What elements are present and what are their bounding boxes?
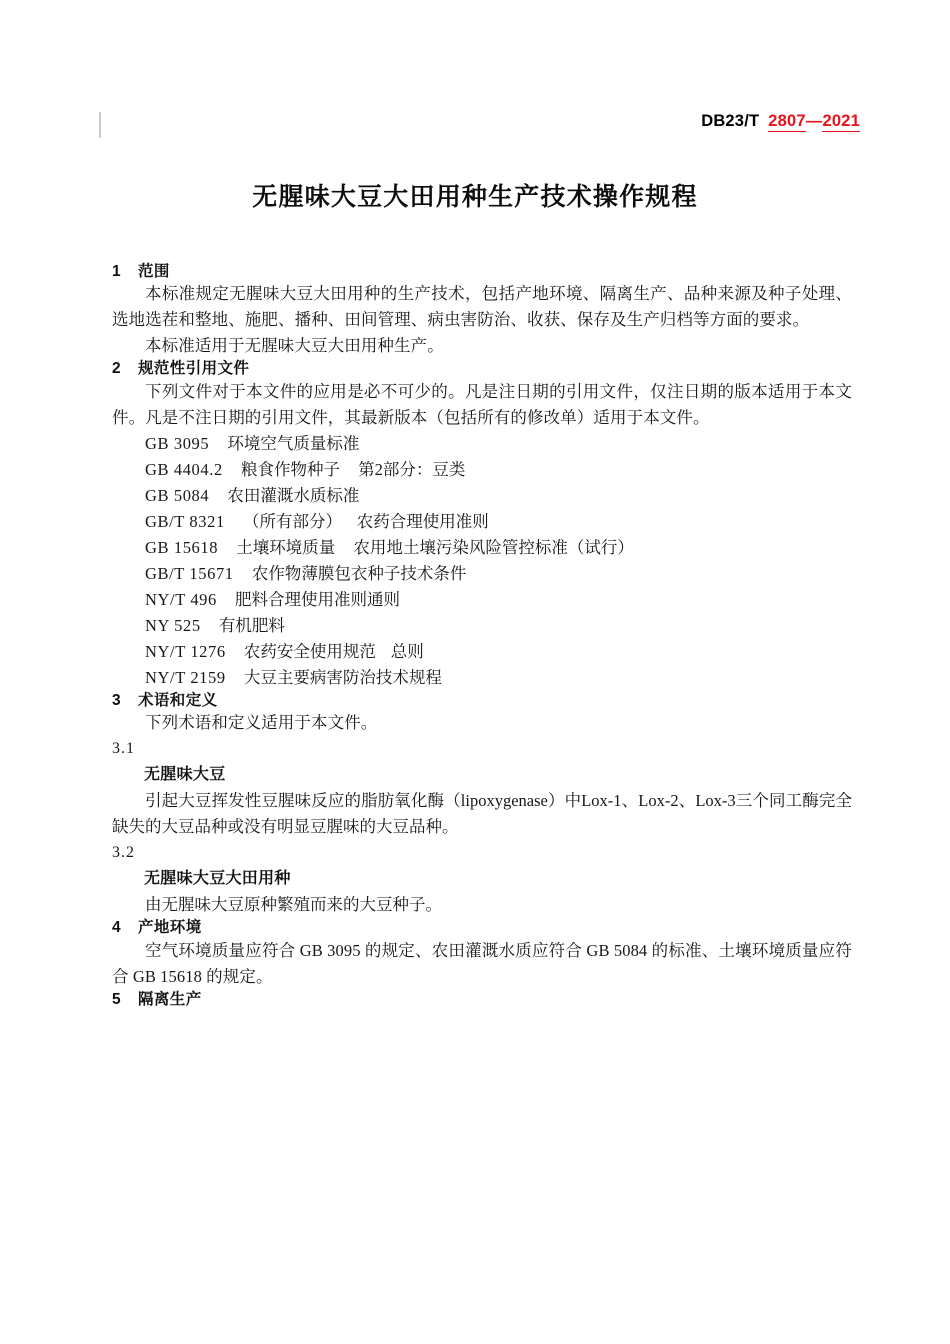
section-heading-2: [112, 359, 852, 378]
reference-subtitle: 总则: [390, 641, 424, 661]
standard-year: 2021: [822, 112, 860, 130]
reference-code: NY/T 1276: [145, 641, 226, 661]
standard-designation: [768, 112, 860, 130]
section-title-2: 规范性引用文件: [138, 360, 250, 378]
document-body: [112, 262, 852, 1009]
reference-title: 大豆主要病害防治技术规程: [243, 667, 442, 687]
reference-subtitle: 农药合理使用准则: [356, 511, 489, 531]
section-heading-3: [112, 691, 852, 710]
reference-title: （所有部分）: [242, 511, 342, 531]
term-name-3-2: 无腥味大豆大田用种: [144, 870, 291, 888]
standard-dash: —: [805, 112, 823, 130]
section-title-3: 术语和定义: [138, 691, 218, 709]
margin-revision-tick: [99, 112, 101, 138]
normative-references-list: [112, 431, 852, 691]
page-title: 无腥味大豆大田用种生产技术操作规程: [252, 183, 698, 211]
section-number-5: 5: [112, 990, 122, 1008]
standard-serial: 2807: [768, 112, 806, 130]
reference-item: [112, 457, 852, 483]
section-number-1: 1: [112, 263, 122, 280]
section-heading-5: [112, 990, 852, 1009]
reference-item: [112, 535, 852, 561]
reference-code: GB 5084: [145, 485, 210, 505]
reference-title: 农田灌溉水质标准: [227, 485, 360, 505]
reference-code: GB/T 8321: [145, 511, 225, 531]
section-1-paragraph-2: 本标准适用于无腥味大豆大田用种生产。: [145, 336, 444, 356]
section-title-4: 产地环境: [138, 919, 202, 937]
reference-code: GB 4404.2: [145, 459, 223, 479]
reference-code: GB/T 15671: [145, 563, 234, 583]
reference-item: [112, 509, 852, 535]
section-heading-1: [112, 262, 852, 281]
section-2-paragraph-1: 下列文件对于本文件的应用是必不可少的。凡是注日期的引用文件，仅注日期的版本适用于本文件。凡是不注日期的引用文件，其最新版本（包括所有的修改单）适用于本文件。: [112, 381, 852, 427]
reference-code: GB 15618: [145, 537, 219, 557]
section-3-paragraph-1: 下列术语和定义适用于本文件。: [145, 713, 378, 733]
reference-title: 环境空气质量标准: [227, 433, 360, 453]
reference-item: [112, 431, 852, 457]
reference-subtitle: 农用地土壤污染风险管控标准（试行）: [353, 537, 634, 557]
term-name-3-1: 无腥味大豆: [144, 766, 226, 784]
reference-title: 农作物薄膜包衣种子技术条件: [251, 563, 467, 583]
reference-item: [112, 613, 852, 639]
reference-item: [112, 665, 852, 691]
reference-title: 肥料合理使用准则通则: [235, 589, 401, 609]
section-1-paragraph-1: 本标准规定无腥味大豆大田用种的生产技术，包括产地环境、隔离生产、品种来源及种子处理、选地选茬和整地、施肥、播种、田间管理、病虫害防治、收获、保存及生产归档等方面的要求。: [112, 284, 852, 330]
reference-code: GB 3095: [145, 433, 210, 453]
reference-code: NY 525: [145, 615, 201, 635]
term-number-3-2: 3.2: [112, 844, 135, 862]
reference-code: NY/T 2159: [145, 667, 226, 687]
section-number-2: 2: [112, 360, 122, 378]
reference-item: [112, 639, 852, 665]
section-4-paragraph-1: 空气环境质量应符合 GB 3095 的规定、农田灌溉水质应符合 GB 5084 的标准、土壤环境质量应符合 GB 15618 的规定。: [112, 940, 852, 986]
term-number-3-1: 3.1: [112, 740, 135, 758]
section-title-1: 范围: [138, 263, 170, 280]
section-number-4: 4: [112, 919, 122, 937]
reference-code: NY/T 496: [145, 589, 217, 609]
section-title-5: 隔离生产: [138, 990, 202, 1008]
term-definition-3-2: 由无腥味大豆原种繁殖而来的大豆种子。: [145, 895, 442, 915]
reference-title: 农药安全使用规范: [243, 641, 376, 661]
reference-title: 粮食作物种子: [240, 459, 340, 479]
section-number-3: 3: [112, 691, 122, 709]
reference-title: 土壤环境质量: [236, 537, 336, 557]
term-definition-3-1: 引起大豆挥发性豆腥味反应的脂肪氧化酶（lipoxygenase）中Lox-1、Lox-2、Lox-3三个同工酶完全缺失的大豆品种或没有明显豆腥味的大豆品种。: [112, 791, 852, 837]
section-heading-4: [112, 918, 852, 937]
reference-item: [112, 483, 852, 509]
reference-subtitle: 第2部分：豆类: [358, 459, 466, 479]
reference-item: [112, 587, 852, 613]
reference-title: 有机肥料: [218, 615, 285, 635]
standard-code: DB23/T: [701, 112, 760, 130]
standard-number-header: [701, 113, 860, 130]
reference-item: [112, 561, 852, 587]
